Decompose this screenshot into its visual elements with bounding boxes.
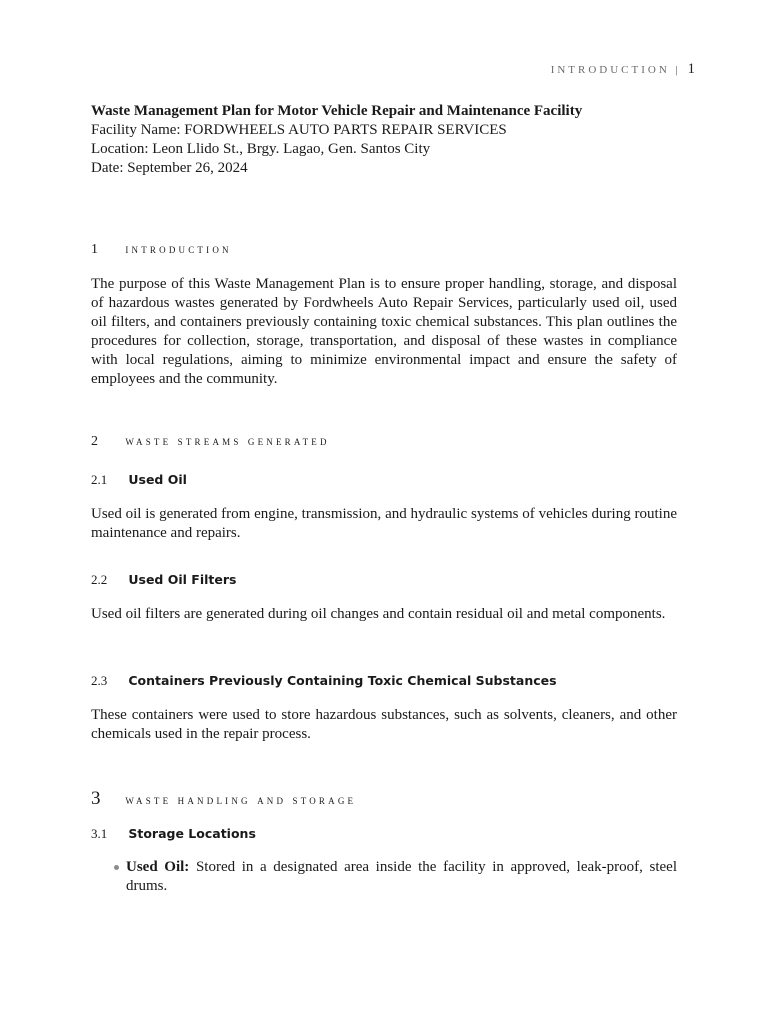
section-number: 1: [91, 242, 98, 257]
used-oil-paragraph: Used oil is generated from engine, transmission, and hydraulic systems of vehicles during routine maintenance and repairs.: [91, 506, 677, 541]
subsection-heading-used-oil-filters: [91, 572, 236, 588]
section-title: waste handling and storage: [125, 793, 357, 807]
subsection-heading-used-oil: [91, 472, 187, 488]
page-number: 1: [687, 61, 695, 77]
containers-paragraph: These containers were used to store hazardous substances, such as solvents, cleaners, and other chemicals used in the repair process.: [91, 707, 677, 742]
subsection-title: Containers Previously Containing Toxic Chemical Substances: [128, 673, 557, 688]
subsection-number: 2.2: [91, 572, 108, 587]
section-heading-waste-streams: [91, 434, 330, 450]
section-heading-waste-handling: [91, 788, 356, 810]
bullet-icon: [114, 865, 119, 870]
subsection-heading-containers: [91, 673, 557, 689]
subsection-title: Storage Locations: [128, 826, 256, 841]
facility-location: Location: Leon Llido St., Brgy. Lagao, Gen. Santos City: [91, 141, 431, 157]
running-header-label: INTRODUCTION: [550, 64, 670, 76]
running-header-separator: |: [675, 64, 678, 76]
list-item: [91, 858, 677, 896]
section-title: introduction: [125, 242, 232, 256]
section-number: 2: [91, 434, 98, 449]
introduction-paragraph: The purpose of this Waste Management Plan is to ensure proper handling, storage, and disposal of hazardous wastes generated by Fordwheels Auto Repair Services, particularly used oil, used oil filters, and containers previously containing toxic chemical substances. This plan outlines the procedures for collection, storage, transportation, and disposal of these wastes in compliance with local regulations, aiming to minimize environmental impact and ensure the safety of employees and the community.: [91, 276, 677, 387]
section-title: waste streams generated: [125, 434, 330, 448]
section-heading-introduction: [91, 242, 232, 258]
subsection-number: 3.1: [91, 826, 108, 841]
running-header: [551, 61, 695, 78]
subsection-number: 2.1: [91, 472, 108, 487]
section-number: 3: [91, 788, 101, 809]
subsection-title: Used Oil: [128, 472, 187, 487]
document-title: Waste Management Plan for Motor Vehicle Repair and Maintenance Facility: [91, 103, 583, 119]
facility-name: Facility Name: FORDWHEELS AUTO PARTS REPAIR SERVICES: [91, 122, 507, 138]
document-date: Date: September 26, 2024: [91, 160, 248, 176]
subsection-title: Used Oil Filters: [128, 572, 237, 587]
used-oil-filters-paragraph: Used oil filters are generated during oil changes and contain residual oil and metal components.: [91, 606, 666, 622]
document-title-block: [91, 102, 677, 178]
subsection-heading-storage-locations: [91, 826, 256, 842]
subsection-number: 2.3: [91, 673, 108, 688]
list-item-text: Stored in a designated area inside the facility in approved, leak-proof, steel drums.: [126, 859, 678, 894]
storage-locations-list: [91, 858, 677, 896]
list-item-lead: Used Oil:: [126, 859, 196, 875]
